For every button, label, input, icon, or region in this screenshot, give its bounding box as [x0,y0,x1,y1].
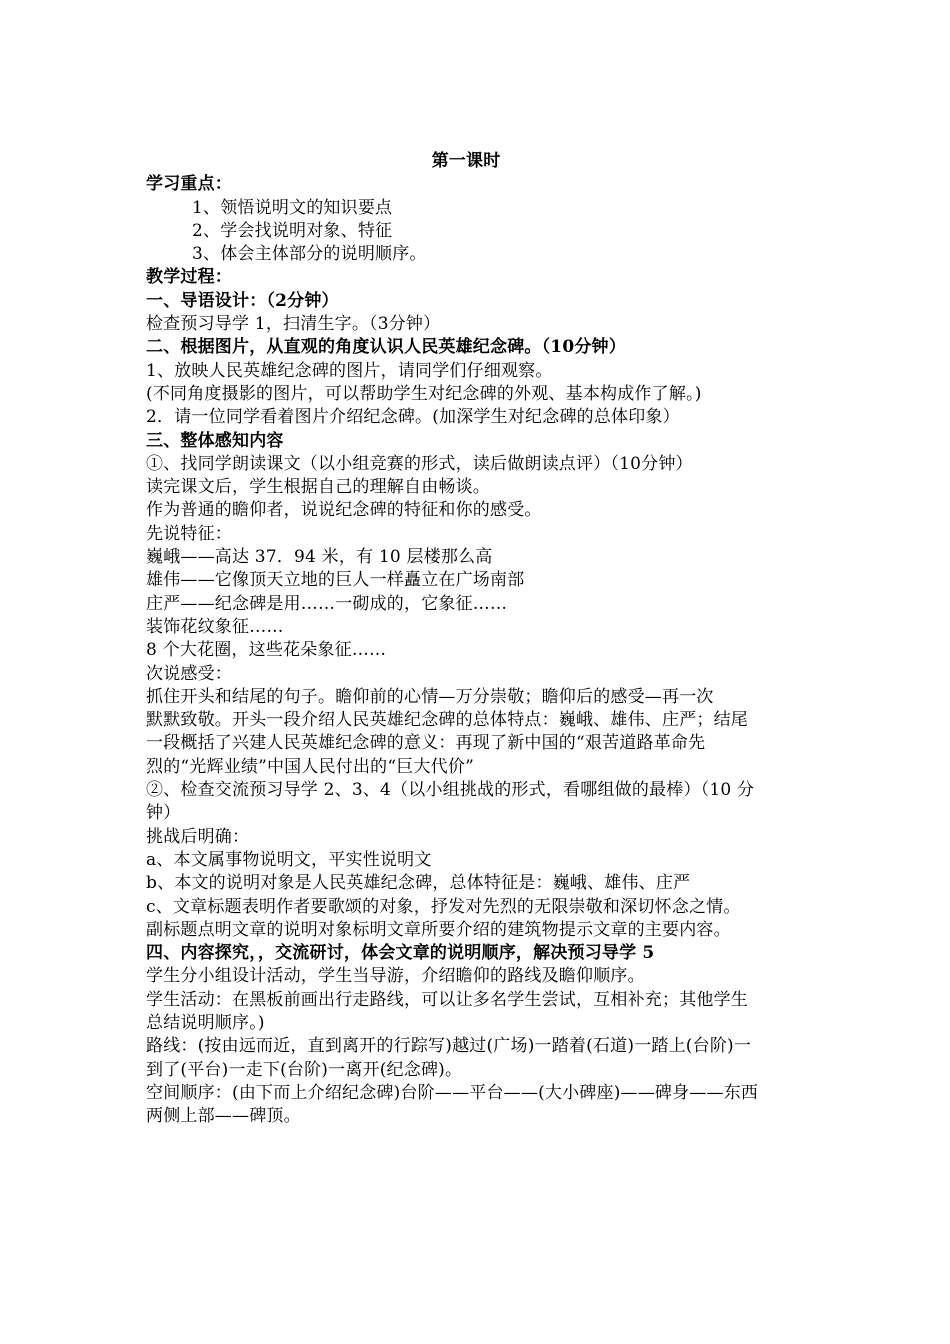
text-line: 读完课文后，学生根据自己的理解自由畅谈。 [146,477,490,498]
text-line: 烈的“光辉业绩”中国人民付出的“巨大代价” [146,756,474,777]
section-heading: 教学过程： [146,267,232,288]
section-heading: 一、导语设计：（2分钟） [146,290,339,311]
text-line: 先说特征： [146,523,232,544]
text-line: 2．请一位同学看着图片介绍纪念碑。(加深学生对纪念碑的总体印象） [146,407,680,428]
text-line: 学生活动：在黑板前画出行走路线，可以让多名学生尝试，互相补充；其他学生 [146,989,748,1010]
text-line: 挑战后明确： [146,826,250,847]
text-line: 检查预习导学 1，扫清生字。（3分钟） [146,314,441,335]
text-line: 1、领悟说明文的知识要点 [192,197,393,218]
text-line: ①、找同学朗读课文（以小组竞赛的形式，读后做朗读点评）（10分钟） [146,453,693,474]
text-line: 8 个大花圈，这些花朵象征…… [146,640,387,661]
text-line: 次说感受： [146,663,232,684]
text-line: 作为普通的瞻仰者，说说纪念碑的特征和你的感受。 [146,500,542,521]
section-heading: 学习重点： [146,174,232,195]
text-line: 雄伟——它像顶天立地的巨人一样矗立在广场南部 [146,570,525,591]
text-line: 一段概括了兴建人民英雄纪念碑的意义：再现了新中国的“艰苦道路革命先 [146,733,706,754]
text-line: 到了(平台)一走下(台阶)一离开(纪念碑)。 [146,1059,463,1080]
section-heading: 四、内容探究，，交流研讨，体会文章的说明顺序，解决预习导学 5 [146,943,655,964]
text-line: 两侧上部——碑顶。 [146,1106,301,1127]
text-line: 空间顺序：(由下而上介绍纪念碑)台阶——平台——(大小碑座)——碑身——东西 [146,1082,759,1103]
document-body [146,150,846,1128]
text-line: 装饰花纹象征…… [146,616,284,637]
text-line: 学生分小组设计活动，学生当导游，介绍瞻仰的路线及瞻仰顺序。 [146,966,645,987]
text-line: 3、体会主体部分的说明顺序。 [192,244,427,265]
section-heading: 二、根据图片，从直观的角度认识人民英雄纪念碑。（10分钟） [146,337,626,358]
text-line: c、文章标题表明作者要歌颂的对象，抒发对先烈的无限崇敬和深切怀念之情。 [146,896,741,917]
text-line: 默默致敬。开头一段介绍人民英雄纪念碑的总体特点：巍峨、雄伟、庄严；结尾 [146,710,748,731]
lesson-title: 第一课时 [431,151,501,171]
document-lines [146,173,846,1128]
text-line: 总结说明顺序。) [146,1012,265,1033]
text-line: 1、放映人民英雄纪念碑的图片，请同学们仔细观察。 [146,360,553,381]
text-line: 钟） [146,803,181,824]
text-line: 巍峨——高达 37．94 米，有 10 层楼那么高 [146,547,493,568]
text-line: 抓住开头和结尾的句子。瞻仰前的心情—万分崇敬；瞻仰后的感受—再一次 [146,686,714,707]
text-line: 路线：(按由远而近，直到离开的行踪写)越过(广场)一踏着(石道)一踏上(台阶)一 [146,1036,752,1057]
text-line: ②、检查交流预习导学 2、3、4（以小组挑战的形式，看哪组做的最棒）（10 分 [146,780,755,801]
text-line: 庄严——纪念碑是用……一砌成的，它象征…… [146,593,508,614]
text-line: 副标题点明文章的说明对象标明文章所要介绍的建筑物提示文章的主要内容。 [146,919,731,940]
text-line: a、本文属事物说明文，平实性说明文 [146,849,432,870]
text-line: b、本文的说明对象是人民英雄纪念碑，总体特征是：巍峨、雄伟、庄严 [146,873,691,894]
text-line: 2、学会找说明对象、特征 [192,220,393,241]
section-heading: 三、整体感知内容 [146,430,284,451]
text-line: (不同角度摄影的图片，可以帮助学生对纪念碑的外观、基本构成作了解。) [146,383,702,404]
